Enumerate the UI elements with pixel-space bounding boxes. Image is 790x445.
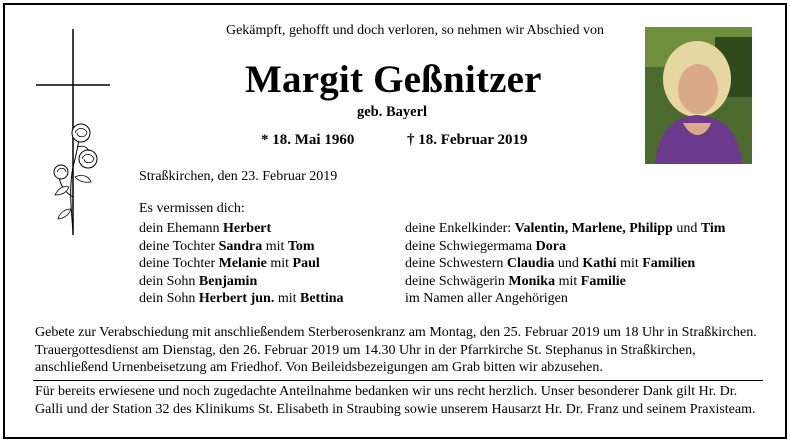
obituary-notice: [3, 3, 787, 439]
deceased-name: Margit Geßnitzer: [245, 58, 542, 101]
mourner-line: dein Sohn Herbert jun. mit Bettina: [139, 291, 344, 306]
miss-heading: Es vermissen dich:: [139, 201, 245, 216]
mourners-right-column: [405, 220, 725, 308]
mourner-line: deine Schwestern Claudia und Kathi mit Familien: [405, 256, 696, 271]
divider: [33, 380, 763, 381]
mourner-line: dein Ehemann Herbert: [139, 221, 272, 236]
mourner-line: deine Schwägerin Monika mit Familie: [405, 273, 626, 289]
place-date: Straßkirchen, den 23. Februar 2019: [139, 169, 338, 184]
maiden-name: geb. Bayerl: [357, 104, 428, 120]
mourner-line: deine Schwiegermama Dora: [405, 238, 566, 254]
birth-date: * 18. Mai 1960: [261, 132, 355, 148]
intro-text: Gekämpft, gehofft und doch verloren, so nehmen wir Abschied von: [225, 23, 605, 38]
mourner-line: dein Sohn Benjamin: [139, 273, 258, 289]
mourner-line: deine Tochter Melanie mit Paul: [139, 256, 320, 271]
thanks-text: Für bereits erwiesene und noch zugedachte Anteilnahme bedanken wir uns recht herzlich. Unser besonderer Dank gilt Hr. Dr. Galli und der Station 32 des Klinikums St. Elisabeth in Straubing sowie unserem Hausarzt Hr. Dr. Franz und seinem Praxisteam.: [35, 384, 756, 417]
mourner-line: im Namen aller Angehörigen: [405, 291, 568, 306]
cross-with-rose-icon: [33, 27, 113, 237]
mourner-line: deine Enkelkinder: Valentin, Marlene, Philipp und Tim: [405, 221, 726, 236]
portrait-photo: [645, 27, 752, 164]
death-date: † 18. Februar 2019: [407, 132, 528, 148]
mourner-line: deine Tochter Sandra mit Tom: [139, 238, 315, 254]
service-details: Gebete zur Verabschiedung mit anschließendem Sterberosenkranz am Montag, den 25. Februar 2019 um 18 Uhr in Straßkirchen. Trauergottesdienst am Dienstag, den 26. Februar 2019 um 14.30 Uhr in der Pfarrkirche St. Stephanus in Straßkirchen, anschließend Urnenbeisetzung am Friedhof. Von Beileidsbezeigungen am Grab bitten wir abzusehen.: [35, 325, 757, 375]
mourners-left-column: [139, 220, 344, 308]
